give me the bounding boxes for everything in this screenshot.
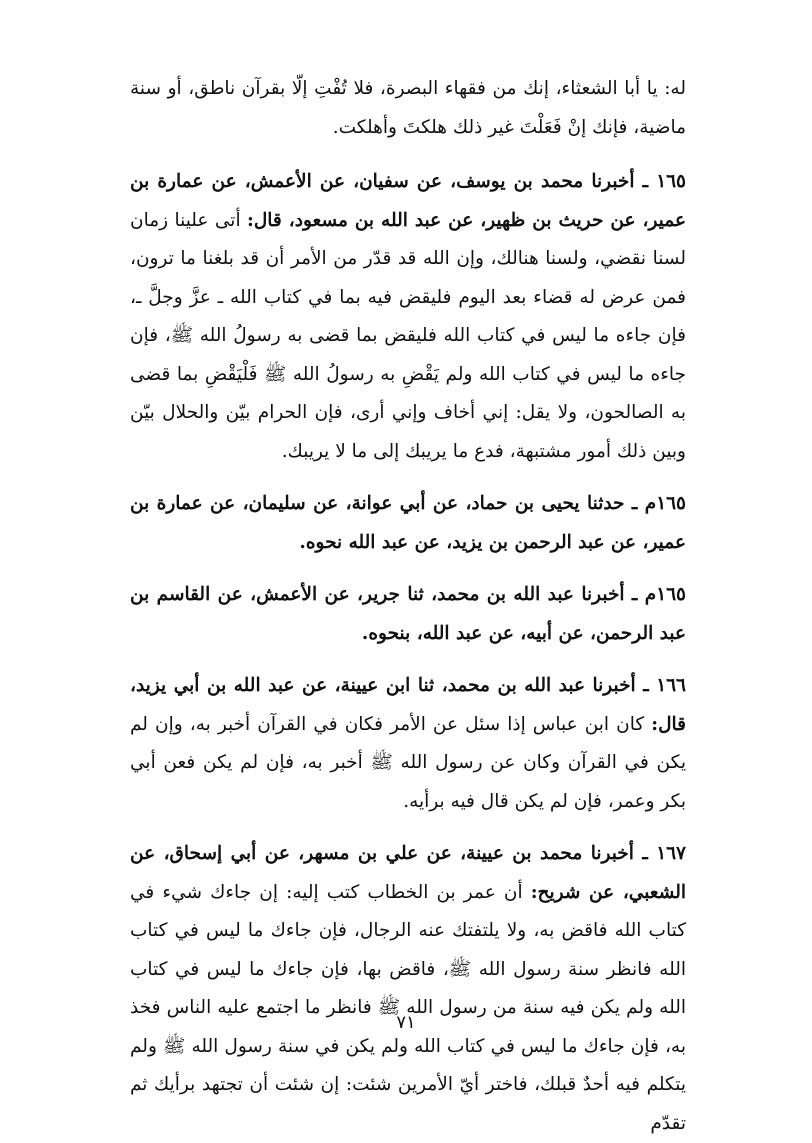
hadith-chain: ١٦٥ ـ أخبرنا محمد بن يوسف، عن سفيان، عن الأعمش، عن عمارة بن عمير، عن حريث بن ظهير، عن عبد الله بن مسعود، قال: bbox=[130, 171, 686, 231]
page-body bbox=[130, 70, 686, 1143]
hadith-165m-a bbox=[130, 485, 686, 562]
hadith-chain: ١٦٥م ـ أخبرنا عبد الله بن محمد، ثنا جرير، عن الأعمش، عن القاسم بن عبد الرحمن، عن أبيه، عن عبد الله، بنحوه. bbox=[130, 584, 686, 644]
hadith-text: أن عمر بن الخطاب كتب إليه: إن جاءك شيء في كتاب الله فاقض به، ولا يلتفتك عنه الرجال، فإن جاءك ما ليس في كتاب الله فانظر سنة رسول الله ﷺ، فاقض بها، فإن جاءك ما ليس في كتاب الله ولم يكن فيه سنة من رسول الله ﷺ فانظر ما اجتمع عليه الناس فخذ به، فإن جاءك ما ليس في كتاب الله ولم يكن في سنة رسول الله ﷺ ولم يتكلم فيه أحدٌ قبلك، فاختر أيّ الأمرين شئت: إن شئت أن تجتهد برأيك ثم تقدّم bbox=[130, 881, 686, 1134]
hadith-chain: ١٦٧ ـ أخبرنا محمد بن عيينة، عن علي بن مسهر، عن أبي إسحاق، عن الشعبي، عن شريح: bbox=[130, 843, 686, 903]
hadith-166 bbox=[130, 667, 686, 821]
paragraph-continuation bbox=[130, 70, 686, 147]
page-number: ٧١ bbox=[396, 1012, 416, 1033]
hadith-chain: ١٦٥م ـ حدثنا يحيى بن حماد، عن أبي عوانة، عن سليمان، عن عمارة بن عمير، عن عبد الرحمن بن يزيد، عن عبد الله نحوه. bbox=[130, 493, 686, 553]
hadith-text: أتى علينا زمان لسنا نقضي، ولسنا هنالك، وإن الله قد قدّر من الأمر أن قد بلغنا ما ترون، فمن عرض له قضاء بعد اليوم فليقض فيه بما في كتاب الله ـ عزَّ وجلَّ ـ، فإن جاءه ما ليس في كتاب الله فليقض بما قضى به رسولُ الله ﷺ، فإن جاءه ما ليس في كتاب الله ولم يَقْضِ به رسولُ الله ﷺ فَلْيَقْضِ بما قضى به الصالحون، ولا يقل: إني أخاف وإني أرى، فإن الحرام بيّن والحلال بيّن وبين ذلك أمور مشتبهة، فدع ما يريبك إلى ما لا يريبك. bbox=[130, 209, 686, 462]
hadith-chain: ١٦٦ ـ أخبرنا عبد الله بن محمد، ثنا ابن عيينة، عن عبد الله بن أبي يزيد، قال: bbox=[130, 675, 686, 735]
hadith-text: كان ابن عباس إذا سئل عن الأمر فكان في القرآن أخبر به، وإن لم يكن في القرآن وكان عن رسول الله ﷺ أخبر به، فإن لم يكن فعن أبي بكر وعمر، فإن لم يكن قال فيه برأيه. bbox=[130, 713, 686, 812]
hadith-167 bbox=[130, 835, 686, 1143]
hadith-165 bbox=[130, 163, 686, 471]
paragraph-text: له: يا أبا الشعثاء، إنك من فقهاء البصرة، فلا تُفْتِ إلّا بقرآن ناطق، أو سنة ماضية، فإنك إنْ فَعَلْتَ غير ذلك هلكتَ وأهلكت. bbox=[130, 78, 686, 138]
hadith-165m-b bbox=[130, 576, 686, 653]
